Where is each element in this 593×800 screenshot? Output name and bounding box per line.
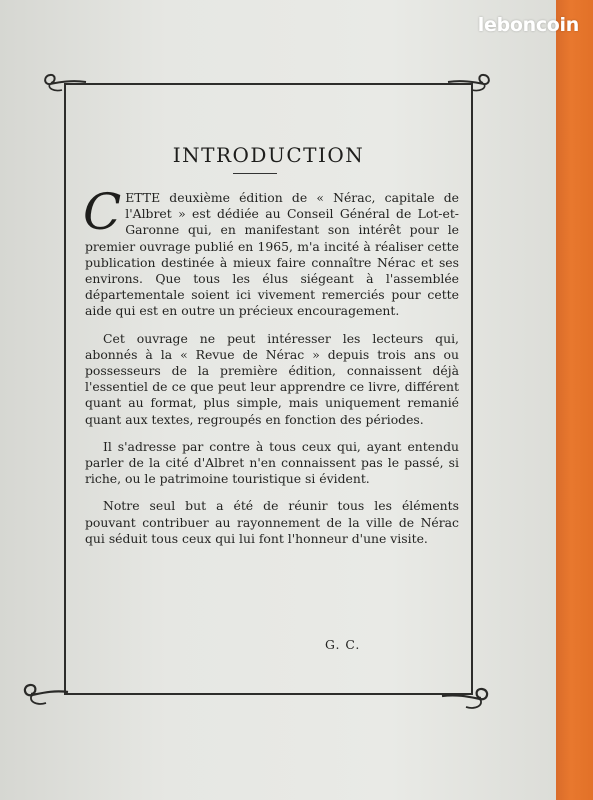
paragraph-3: Il s'adresse par contre à tous ceux qui, ayant entendu parler de la cité d'Albret n'en connaissent pas le passé, si riche, ou le patrimoine touristique si évident. bbox=[85, 438, 459, 487]
scroll-ornament-top-left bbox=[42, 70, 88, 96]
paragraph-2: Cet ouvrage ne peut intéresser les lecteurs qui, abonnés à la « Revue de Nérac » depuis trois ans ou possesseurs de la première édition, connaissent déjà l'essentiel de ce que peut leur apprendre ce livre, différent quant au format, plus simple, mais uniquement remanié quant aux textes, regroupés en fonction des périodes. bbox=[85, 330, 459, 427]
drop-cap: C bbox=[83, 183, 122, 241]
background-surface bbox=[556, 0, 593, 800]
paragraph-1 bbox=[83, 183, 459, 320]
scroll-ornament-bottom-left bbox=[20, 676, 70, 710]
scroll-ornament-bottom-right bbox=[440, 682, 492, 714]
title-underline bbox=[233, 173, 277, 174]
watermark-logo: leboncoin bbox=[477, 14, 579, 36]
paragraph-1-text: ETTE deuxième édition de « Nérac, capitale de l'Albret » est dédiée au Conseil Général de Lot-et-Garonne qui, en manifestant son intérêt pour le premier ouvrage publié en 1965, m'a incité à réaliser cette publication destinée à mieux faire connaître Nérac et ses environs. Que tous les élus siégeant à l'assemblée départementale soient ici vivement remerciés pour cette aide qui est en outre un précieux encouragement. bbox=[85, 190, 459, 319]
introduction-text bbox=[83, 183, 459, 558]
page-title: INTRODUCTION bbox=[172, 143, 365, 167]
scroll-ornament-top-right bbox=[446, 70, 494, 96]
paragraph-4: Notre seul but a été de réunir tous les éléments pouvant contribuer au rayonnement de la ville de Nérac qui séduit tous ceux qui lui font l'honneur d'une visite. bbox=[85, 498, 459, 546]
signature: G. C. bbox=[325, 637, 361, 652]
